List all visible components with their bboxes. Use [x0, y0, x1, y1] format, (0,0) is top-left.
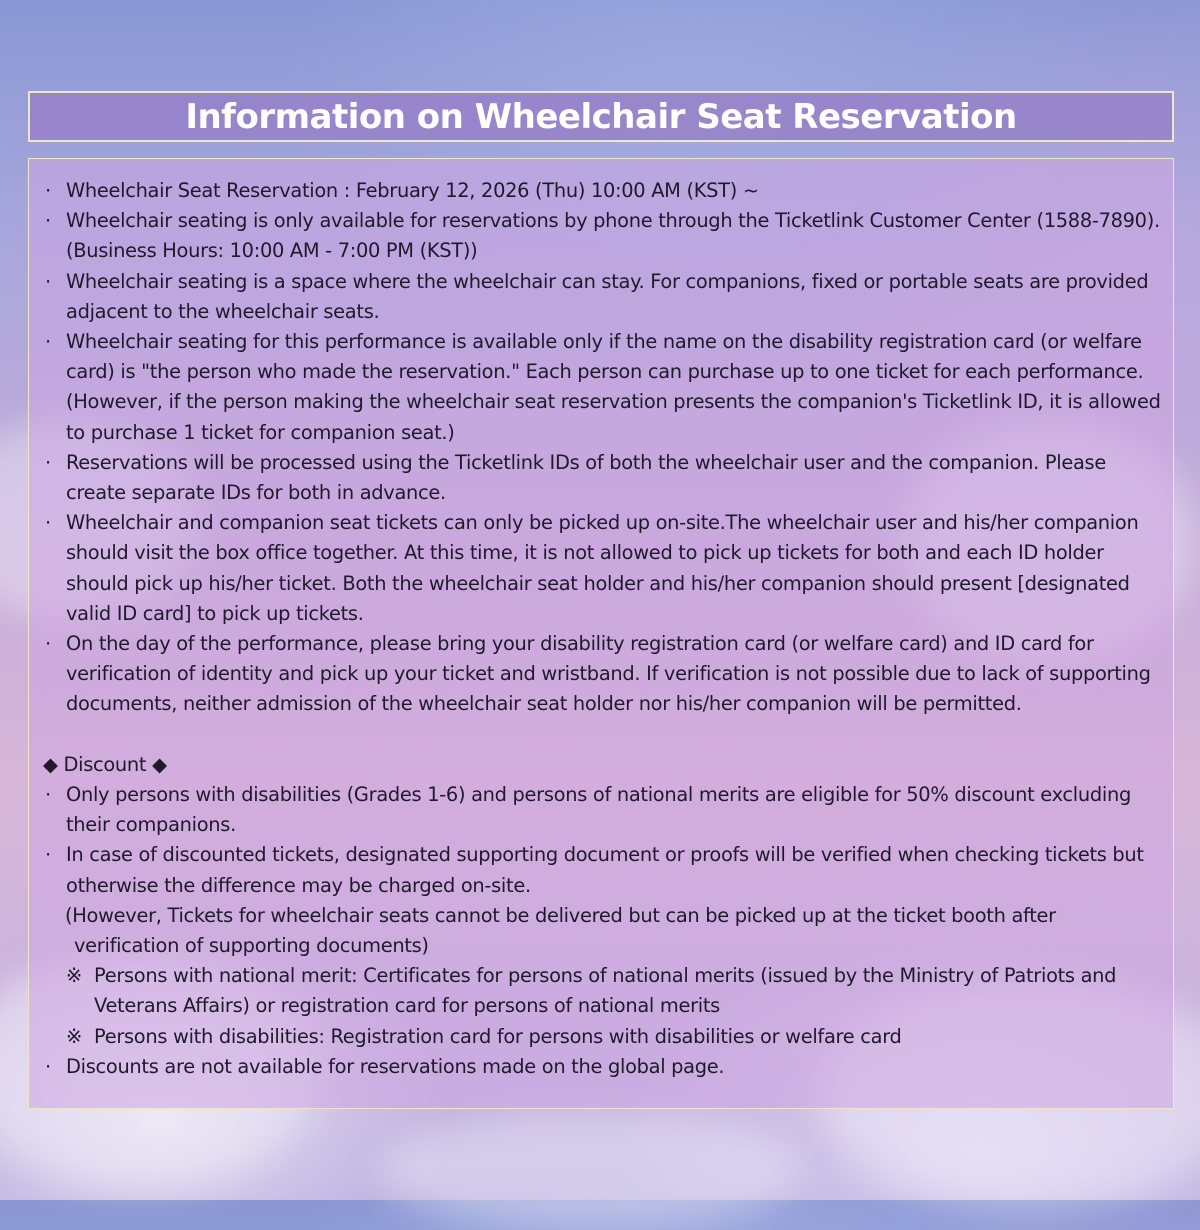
reservation-date-text: Wheelchair Seat Reservation : February 12, 2026 (Thu) 10:00 AM (KST) ~: [66, 179, 759, 202]
list-item: [43, 327, 1163, 448]
bullet-dot: ·: [45, 209, 51, 233]
list-item: [43, 267, 1163, 327]
discount-eligibility-text: Only persons with disabilities (Grades 1-6) and persons of national merits are eligible for 50% discount excluding their companions.: [66, 783, 1131, 837]
bullet-dot: ·: [45, 179, 51, 202]
background-cloud: [380, 1110, 800, 1230]
list-item: [43, 629, 1163, 720]
verification-note-line: (However, Tickets for wheelchair seats cannot be delivered but can be picked up at the ticket booth after: [65, 903, 1056, 927]
bullet-dot: ·: [45, 783, 51, 807]
list-item: [43, 780, 1163, 840]
phone-reservation-text: Wheelchair seating is only available for reservations by phone through the Ticketlink Customer Center (1588-7890). (Business Hours: 10:00 AM - 7:00 PM (KST)): [66, 209, 1160, 263]
bullet-dot: ·: [45, 269, 51, 293]
list-item: [43, 448, 1163, 508]
ticketlink-ids-text: Reservations will be processed using the Ticketlink IDs of both the wheelchair user and the companion. Please create separate IDs for both in advance.: [66, 450, 1106, 505]
bullet-dot: ·: [45, 450, 51, 474]
companion-seating-text: Wheelchair seating is a space where the wheelchair can stay. For companions, fixed or portable seats are provided adjacent to the wheelchair seats.: [66, 269, 1149, 323]
page-title: Information on Wheelchair Seat Reservation: [185, 96, 1017, 137]
reference-mark-icon: ※: [66, 1024, 82, 1048]
discount-verification-text: In case of discounted tickets, designated supporting document or proofs will be verified when checking tickets but otherwise the difference may be charged on-site.: [66, 843, 1144, 897]
bullet-dot: ·: [45, 511, 51, 535]
info-content: [43, 176, 1163, 1082]
list-item: [43, 840, 1163, 900]
list-item: [43, 1052, 1163, 1082]
bullet-dot: ·: [45, 1054, 51, 1078]
reference-mark-icon: ※: [66, 964, 82, 988]
info-panel: [28, 158, 1174, 1109]
eligibility-text: Wheelchair seating for this performance is available only if the name on the disability registration card (or welfare card) is "the person who made the reservation." Each person can purchase up to one ticket for each performance. (However, if the person making the wheelchair seat reservation presents the companion's Ticketlink ID, it is allowed to purchase 1 ticket for companion seat.): [66, 330, 1161, 444]
disability-note: [43, 1022, 1163, 1052]
verification-note-line: verification of supporting documents): [74, 934, 429, 958]
global-page-text: Discounts are not available for reservations made on the global page.: [66, 1054, 725, 1078]
pickup-text: Wheelchair and companion seat tickets can only be picked up on-site.The wheelchair user and his/her companion should visit the box office together. At this time, it is not allowed to pick up tickets for both and each ID holder should pick up his/her ticket. Both the wheelchair seat holder and his/her companion should present [designated valid ID card] to pick up tickets.: [66, 511, 1139, 625]
performance-day-text: On the day of the performance, please bring your disability registration card (or welfare card) and ID card for verification of identity and pick up your ticket and wristband. If verification is not possible due to lack of supporting documents, neither admission of the wheelchair seat holder nor his/her companion will be permitted.: [66, 632, 1151, 716]
bullet-dot: ·: [45, 330, 51, 354]
list-item: [43, 508, 1163, 629]
list-item: [43, 176, 1163, 206]
list-item: [43, 206, 1163, 266]
bullet-dot: ·: [45, 632, 51, 656]
disability-note-text: Persons with disabilities: Registration card for persons with disabilities or welfare card: [94, 1024, 902, 1048]
spacer: [43, 720, 1163, 750]
discount-heading: ◆ Discount ◆: [43, 752, 167, 776]
merit-note: [43, 961, 1163, 1021]
bullet-dot: ·: [45, 843, 51, 867]
merit-note-text: Persons with national merit: Certificates for persons of national merits (issued by the Ministry of Patriots and Veterans Affairs) or registration card for persons of national merits: [94, 964, 1117, 1018]
title-banner: [28, 91, 1174, 142]
